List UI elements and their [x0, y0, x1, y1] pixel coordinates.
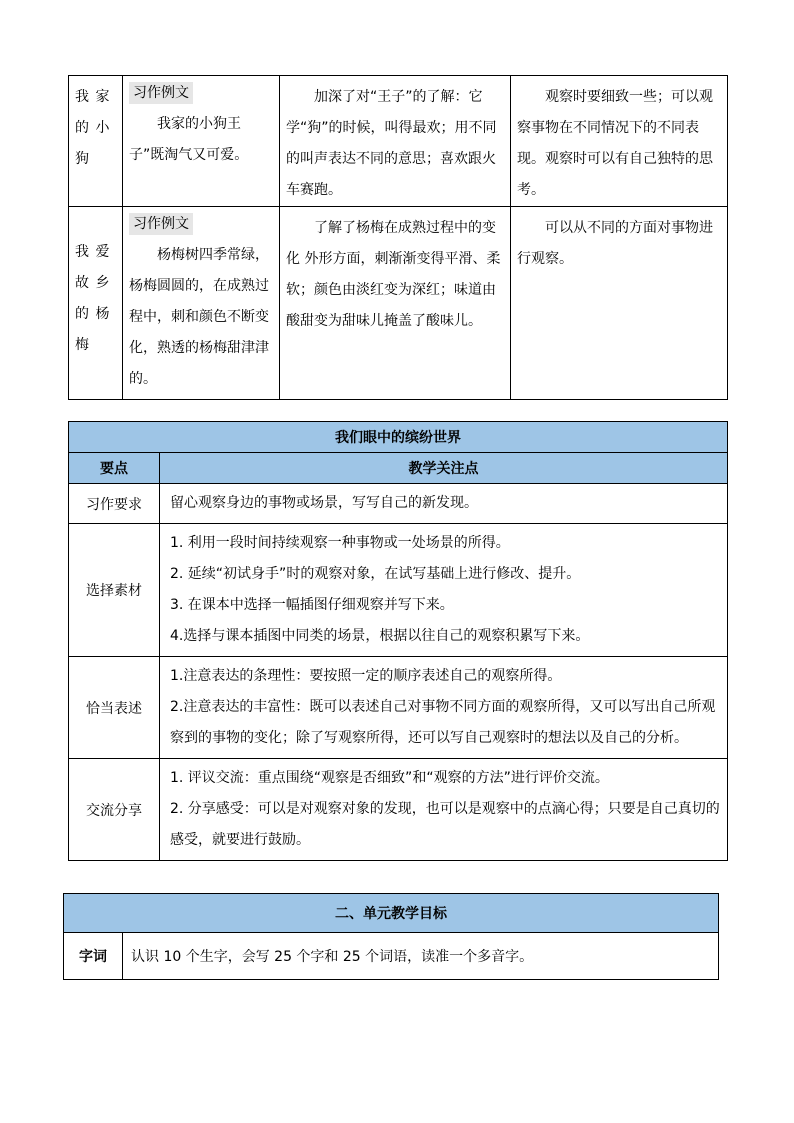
unit-goals-table — [63, 893, 719, 980]
table-row — [69, 759, 728, 861]
row-label: 选择素材 — [69, 524, 160, 657]
title-char: 家 — [95, 89, 110, 105]
table-title: 二、单元教学目标 — [64, 894, 719, 933]
title-char: 狗 — [75, 151, 89, 167]
row-content — [160, 524, 728, 657]
list-item: 1. 评议交流：重点围绕“观察是否细致”和“观察的方法”进行评价交流。 — [170, 770, 609, 786]
column-header: 教学关注点 — [160, 453, 728, 484]
list-item: 2. 延续“初试身手”时的观察对象，在试写基础上进行修改、提升。 — [170, 566, 581, 582]
title-char: 梅 — [75, 337, 89, 353]
table-row — [64, 933, 719, 980]
table-row — [69, 207, 728, 400]
title-char: 乡 — [95, 275, 110, 291]
method-cell: 观察时要细致一些；可以观察事物在不同情况下的不同表现。观察时可以有自己独特的思考。 — [511, 76, 728, 207]
list-item: 1. 利用一段时间持续观察一种事物或一处场景的所得。 — [170, 535, 510, 551]
column-header: 要点 — [69, 453, 160, 484]
row-content — [160, 484, 728, 524]
title-char: 我 — [75, 89, 89, 105]
list-item: 4.选择与课本插图中同类的场景，根据以往自己的观察积累写下来。 — [170, 628, 590, 644]
title-char: 杨 — [95, 306, 110, 322]
row-label: 恰当表述 — [69, 657, 160, 759]
row-label: 习作要求 — [69, 484, 160, 524]
row-label: 字词 — [64, 933, 123, 980]
table-row — [69, 484, 728, 524]
example-cell — [123, 207, 280, 400]
title-char: 的 — [75, 306, 89, 322]
writing-focus-table — [68, 421, 728, 861]
list-item: 2.注意表达的丰富性：既可以表述自己对事物不同方面的观察所得，又可以写出自己所观察到的事物的变化；除了写观察所得，还可以写自己观察时的想法以及自己的分析。 — [170, 699, 716, 746]
observation-examples-table — [68, 75, 728, 400]
example-cell — [123, 76, 280, 207]
title-char: 我 — [75, 244, 89, 260]
table-title: 我们眼中的缤纷世界 — [69, 422, 728, 453]
list-item: 3. 在课本中选择一幅插图仔细观察并写下来。 — [170, 597, 454, 613]
row-title — [69, 76, 123, 207]
row-title — [69, 207, 123, 400]
table-row — [69, 524, 728, 657]
example-label: 习作例文 — [129, 82, 193, 104]
example-text: 我家的小狗王子”既淘气又可爱。 — [129, 116, 249, 163]
list-item: 2. 分享感受：可以是对观察对象的发现，也可以是观察中的点滴心得；只要是自己真切的感受，就要进行鼓励。 — [170, 801, 720, 848]
row-label: 交流分享 — [69, 759, 160, 861]
row-content — [160, 657, 728, 759]
title-char: 故 — [75, 275, 89, 291]
list-item: 1.注意表达的条理性：要按照一定的顺序表述自己的观察所得。 — [170, 668, 562, 684]
list-item: 留心观察身边的事物或场景，写写自己的新发现。 — [170, 495, 478, 511]
method-cell: 可以从不同的方面对事物进行观察。 — [511, 207, 728, 400]
table-row — [69, 657, 728, 759]
understanding-cell: 了解了杨梅在成熟过程中的变化 外形方面，刺渐渐变得平滑、柔软；颜色由淡红变为深红；味道由酸甜变为甜味儿掩盖了酸味儿。 — [280, 207, 511, 400]
understanding-cell: 加深了对“王子”的了解：它学“狗”的时候，叫得最欢；用不同的叫声表达不同的意思；喜欢跟火车赛跑。 — [280, 76, 511, 207]
row-content — [160, 759, 728, 861]
table-row — [69, 76, 728, 207]
title-char: 爱 — [95, 244, 110, 260]
title-char: 小 — [95, 120, 110, 136]
row-content: 认识 10 个生字，会写 25 个字和 25 个词语，读准一个多音字。 — [123, 933, 719, 980]
example-label: 习作例文 — [129, 213, 193, 235]
example-text: 杨梅树四季常绿，杨梅圆圆的，在成熟过程中，刺和颜色不断变化，熟透的杨梅甜津津的。 — [129, 247, 269, 387]
title-char: 的 — [75, 120, 89, 136]
